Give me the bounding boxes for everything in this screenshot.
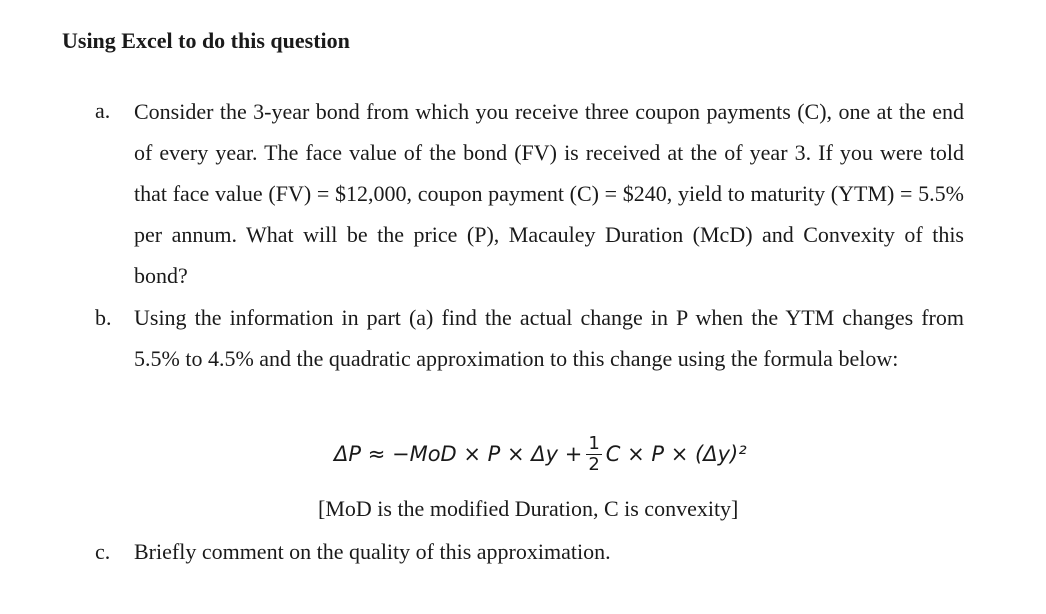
item-c-marker: c. bbox=[95, 539, 111, 564]
item-b-text: Using the information in part (a) find the actual change in P when the YTM changes from 5.5% to 4.5% and the quadratic approximation to this change using the formula below: bbox=[134, 305, 964, 371]
quadratic-approximation-formula bbox=[334, 424, 747, 484]
item-a-marker: a. bbox=[95, 98, 111, 123]
formula-right: C × P × (Δy)² bbox=[605, 442, 747, 466]
formula-left: ΔP ≈ −MoD × P × Δy + bbox=[334, 442, 583, 466]
item-c-text: Briefly comment on the quality of this approximation. bbox=[134, 539, 611, 564]
item-a-text: Consider the 3-year bond from which you receive three coupon payments (C), one at the end of every year. The face value of the bond (FV) is received at the of year 3. If you were told that face value (FV) = $12,000, coupon payment (C) = $240, yield to maturity (YTM) = 5.5% per annum. What will be the price (P), Macauley Duration (McD) and Convexity of this bond? bbox=[134, 99, 964, 288]
formula-fraction bbox=[586, 434, 601, 475]
fraction-numerator: 1 bbox=[588, 432, 600, 454]
item-b-marker: b. bbox=[95, 305, 112, 330]
question-title: Using Excel to do this question bbox=[62, 28, 350, 53]
formula-note: [MoD is the modified Duration, C is convexity] bbox=[318, 496, 739, 521]
fraction-denominator: 2 bbox=[588, 453, 600, 475]
